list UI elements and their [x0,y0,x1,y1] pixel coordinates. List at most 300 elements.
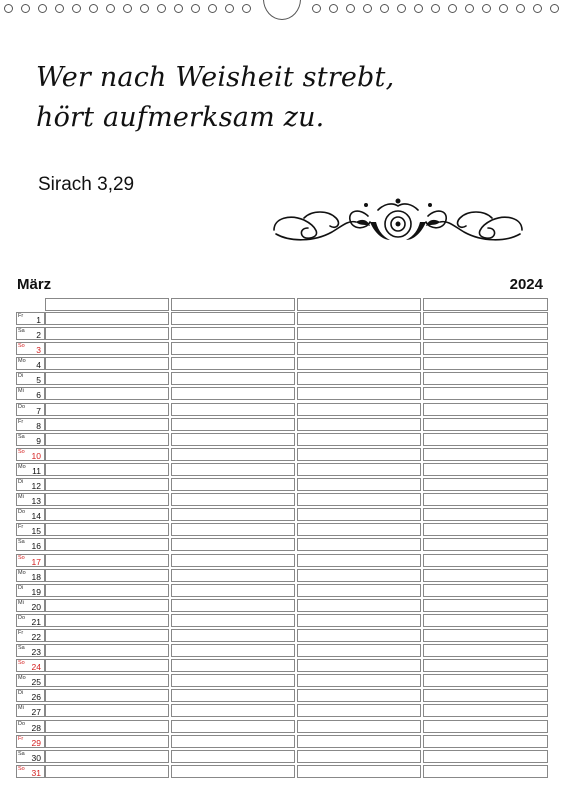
day-number: 27 [31,707,41,718]
entry-cell[interactable] [171,357,295,370]
day-number: 13 [31,496,41,507]
entry-cell[interactable] [45,357,169,370]
entry-cell[interactable] [45,569,169,582]
entry-cell[interactable] [45,644,169,657]
entry-cell[interactable] [45,463,169,476]
day-label [16,357,45,370]
entry-cell[interactable] [45,312,169,325]
weekday-abbr: Di [18,690,24,697]
entry-cell[interactable] [45,538,169,551]
day-number: 31 [31,767,41,778]
entry-cell[interactable] [423,448,548,461]
column-header-cell[interactable] [45,298,169,311]
day-cells [45,628,548,643]
entry-cell[interactable] [297,629,421,642]
binding-ring [397,4,406,13]
day-number: 14 [31,511,41,522]
weekday-abbr: Mi [18,388,24,395]
entry-cell[interactable] [423,327,548,340]
bible-quote [36,58,506,138]
entry-cell[interactable] [423,599,548,612]
entry-cell[interactable] [423,523,548,536]
day-cells [45,719,548,734]
spiral-binding [0,0,565,22]
day-label [16,584,45,597]
entry-cell[interactable] [297,357,421,370]
entry-cell[interactable] [171,418,295,431]
entry-cell[interactable] [171,704,295,717]
entry-cell[interactable] [45,720,169,733]
binding-ring [106,4,115,13]
day-number: 3 [36,345,41,356]
day-number: 1 [36,315,41,325]
day-cells [45,356,548,371]
day-cells [45,764,548,779]
weekday-abbr: Mi [18,599,24,606]
entry-cell[interactable] [45,614,169,627]
entry-cell[interactable] [171,614,295,627]
day-cells [45,537,548,552]
quote-line-1: Wer nach Weisheit strebt, [36,62,395,93]
day-label [16,674,45,687]
weekday-abbr: Di [18,584,24,591]
weekday-abbr: Fr [18,418,24,425]
day-number: 26 [31,692,41,703]
entry-cell[interactable] [297,554,421,567]
day-cells [45,583,548,598]
header-row [45,298,548,311]
day-cells [45,341,548,356]
day-row [16,764,548,779]
day-cells [45,598,548,613]
day-cells [45,507,548,522]
day-cells [45,386,548,401]
quote-line-2: hört aufmerksam zu. [36,102,325,133]
weekday-abbr: Mo [18,675,26,682]
entry-cell[interactable] [45,493,169,506]
weekday-abbr: Sa [18,433,25,440]
day-label [16,704,45,717]
flourish-ornament-icon [270,196,526,248]
day-row [16,643,548,658]
binding-ring [157,4,166,13]
weekday-abbr: Fr [18,629,24,636]
entry-cell[interactable] [423,342,548,355]
day-cells [45,613,548,628]
weekday-abbr: So [18,660,25,667]
binding-ring [465,4,474,13]
day-cells [45,311,548,326]
day-cells [45,553,548,568]
binding-ring [346,4,355,13]
entry-cell[interactable] [171,538,295,551]
binding-ring [242,4,251,13]
entry-cell[interactable] [45,372,169,385]
entry-cell[interactable] [297,387,421,400]
day-row [16,658,548,673]
day-number: 7 [36,405,41,416]
weekday-abbr: Fr [18,524,24,531]
entry-cell[interactable] [297,599,421,612]
day-label [16,644,45,657]
entry-cell[interactable] [45,735,169,748]
binding-ring [414,4,423,13]
day-number: 23 [31,647,41,658]
day-cells [45,688,548,703]
day-row [16,341,548,356]
day-label [16,312,45,325]
weekday-abbr: So [18,448,25,455]
weekday-abbr: Do [18,614,26,621]
entry-cell[interactable] [171,493,295,506]
day-row [16,734,548,749]
entry-cell[interactable] [423,312,548,325]
weekday-abbr: Di [18,479,24,486]
weekday-abbr: Mo [18,358,26,365]
binding-ring [123,4,132,13]
entry-cell[interactable] [423,433,548,446]
day-row [16,462,548,477]
entry-cell[interactable] [297,342,421,355]
day-number: 20 [31,601,41,612]
entry-cell[interactable] [171,659,295,672]
weekday-abbr: Sa [18,750,25,757]
entry-cell[interactable] [423,403,548,416]
entry-cell[interactable] [45,659,169,672]
day-number: 9 [36,435,41,446]
day-number: 10 [31,450,41,461]
entry-cell[interactable] [423,508,548,521]
entry-cell[interactable] [297,508,421,521]
day-label [16,765,45,778]
binding-ring [329,4,338,13]
entry-cell[interactable] [45,599,169,612]
weekday-abbr: So [18,343,25,350]
entry-cell[interactable] [423,554,548,567]
entry-cell[interactable] [297,689,421,702]
binding-ring [4,4,13,13]
weekday-abbr: Sa [18,539,25,546]
entry-cell[interactable] [45,765,169,778]
entry-cell[interactable] [171,463,295,476]
entry-cell[interactable] [297,463,421,476]
day-row [16,311,548,326]
entry-cell[interactable] [423,584,548,597]
entry-cell[interactable] [171,312,295,325]
day-label [16,538,45,551]
binding-ring [208,4,217,13]
weekday-abbr: Do [18,403,26,410]
binding-ring [38,4,47,13]
entry-cell[interactable] [297,403,421,416]
day-number: 6 [36,390,41,401]
entry-cell[interactable] [297,644,421,657]
day-row [16,371,548,386]
column-header-cell[interactable] [297,298,421,311]
day-row [16,719,548,734]
binding-ring [72,4,81,13]
entry-cell[interactable] [171,720,295,733]
day-row [16,628,548,643]
entry-cell[interactable] [45,403,169,416]
day-row [16,749,548,764]
binding-ring [89,4,98,13]
entry-cell[interactable] [423,750,548,763]
entry-cell[interactable] [171,478,295,491]
weekday-abbr: Mi [18,494,24,501]
entry-cell[interactable] [45,387,169,400]
entry-cell[interactable] [297,674,421,687]
entry-cell[interactable] [171,523,295,536]
day-row [16,356,548,371]
entry-cell[interactable] [297,765,421,778]
day-label [16,720,45,733]
entry-cell[interactable] [297,659,421,672]
entry-cell[interactable] [423,704,548,717]
entry-cell[interactable] [171,342,295,355]
year-title: 2024 [509,276,543,293]
entry-cell[interactable] [45,523,169,536]
day-row [16,507,548,522]
day-row [16,432,548,447]
day-number: 5 [36,375,41,386]
day-number: 21 [31,616,41,627]
entry-cell[interactable] [297,538,421,551]
entry-cell[interactable] [45,508,169,521]
entry-cell[interactable] [423,659,548,672]
day-cells [45,492,548,507]
entry-cell[interactable] [423,735,548,748]
entry-cell[interactable] [45,689,169,702]
day-label [16,342,45,355]
weekday-abbr: So [18,765,25,772]
binding-ring [448,4,457,13]
entry-cell[interactable] [297,720,421,733]
entry-cell[interactable] [171,448,295,461]
day-label [16,418,45,431]
entry-cell[interactable] [171,750,295,763]
entry-cell[interactable] [297,448,421,461]
weekday-abbr: Sa [18,328,25,335]
entry-cell[interactable] [297,493,421,506]
day-row [16,326,548,341]
day-label [16,554,45,567]
entry-cell[interactable] [423,629,548,642]
entry-cell[interactable] [423,720,548,733]
day-label [16,689,45,702]
entry-cell[interactable] [45,418,169,431]
day-cells [45,703,548,718]
day-row [16,583,548,598]
calendar-grid [16,298,548,779]
binding-ring [55,4,64,13]
day-row [16,673,548,688]
entry-cell[interactable] [297,372,421,385]
day-row [16,447,548,462]
day-number: 12 [31,481,41,492]
entry-cell[interactable] [297,418,421,431]
entry-cell[interactable] [45,750,169,763]
entry-cell[interactable] [171,735,295,748]
day-number: 30 [31,752,41,763]
entry-cell[interactable] [297,704,421,717]
entry-cell[interactable] [171,569,295,582]
entry-cell[interactable] [297,312,421,325]
binding-ring [482,4,491,13]
day-cells [45,673,548,688]
entry-cell[interactable] [297,569,421,582]
day-number: 29 [31,737,41,748]
entry-cell[interactable] [423,357,548,370]
day-cells [45,432,548,447]
day-row [16,386,548,401]
entry-cell[interactable] [171,584,295,597]
day-number: 4 [36,360,41,371]
day-row [16,402,548,417]
day-number: 19 [31,586,41,597]
entry-cell[interactable] [423,387,548,400]
entry-cell[interactable] [45,478,169,491]
entry-cell[interactable] [171,629,295,642]
entry-cell[interactable] [423,478,548,491]
column-header-cell[interactable] [171,298,295,311]
binding-ring [174,4,183,13]
day-label [16,735,45,748]
day-label [16,478,45,491]
day-label [16,599,45,612]
day-number: 28 [31,722,41,733]
month-title: März [17,276,52,293]
day-label [16,327,45,340]
day-number: 25 [31,677,41,688]
binding-ring [21,4,30,13]
day-label [16,448,45,461]
day-row [16,613,548,628]
day-row [16,598,548,613]
day-cells [45,658,548,673]
entry-cell[interactable] [171,433,295,446]
entry-cell[interactable] [423,689,548,702]
entry-cell[interactable] [423,372,548,385]
day-label [16,433,45,446]
day-label [16,387,45,400]
entry-cell[interactable] [45,629,169,642]
entry-cell[interactable] [297,735,421,748]
weekday-abbr: So [18,554,25,561]
entry-cell[interactable] [171,689,295,702]
entry-cell[interactable] [45,674,169,687]
entry-cell[interactable] [297,523,421,536]
day-number: 8 [36,420,41,431]
day-cells [45,643,548,658]
binding-ring [191,4,200,13]
entry-cell[interactable] [297,478,421,491]
day-cells [45,371,548,386]
day-row [16,568,548,583]
entry-cell[interactable] [171,644,295,657]
day-number: 15 [31,526,41,537]
day-cells [45,447,548,462]
entry-cell[interactable] [171,599,295,612]
entry-cell[interactable] [171,327,295,340]
column-header-cell[interactable] [423,298,548,311]
entry-cell[interactable] [171,387,295,400]
entry-cell[interactable] [171,674,295,687]
entry-cell[interactable] [423,463,548,476]
day-label [16,372,45,385]
entry-cell[interactable] [423,674,548,687]
entry-cell[interactable] [45,704,169,717]
day-number: 17 [31,556,41,567]
day-cells [45,402,548,417]
day-label [16,403,45,416]
entry-cell[interactable] [171,765,295,778]
entry-cell[interactable] [423,418,548,431]
entry-cell[interactable] [423,493,548,506]
day-row [16,537,548,552]
entry-cell[interactable] [297,433,421,446]
entry-cell[interactable] [45,554,169,567]
binding-ring [225,4,234,13]
entry-cell[interactable] [297,750,421,763]
day-number: 16 [31,541,41,552]
entry-cell[interactable] [45,327,169,340]
weekday-abbr: Sa [18,645,25,652]
day-row [16,522,548,537]
entry-cell[interactable] [423,538,548,551]
entry-cell[interactable] [297,614,421,627]
day-cells [45,477,548,492]
day-label [16,463,45,476]
binding-ring [363,4,372,13]
day-row [16,477,548,492]
quote-source: Sirach 3,29 [38,174,135,195]
day-number: 2 [36,330,41,341]
entry-cell[interactable] [423,569,548,582]
entry-cell[interactable] [45,584,169,597]
entry-cell[interactable] [423,644,548,657]
binding-ring [499,4,508,13]
day-cells [45,522,548,537]
day-cells [45,462,548,477]
day-label [16,493,45,506]
binding-ring [516,4,525,13]
entry-cell[interactable] [171,403,295,416]
entry-cell[interactable] [423,614,548,627]
day-row [16,703,548,718]
entry-cell[interactable] [45,342,169,355]
entry-cell[interactable] [297,584,421,597]
binding-ring [533,4,542,13]
day-label [16,750,45,763]
entry-cell[interactable] [45,448,169,461]
day-label [16,614,45,627]
weekday-abbr: Mo [18,463,26,470]
binding-ring [312,4,321,13]
entry-cell[interactable] [297,327,421,340]
entry-cell[interactable] [171,508,295,521]
entry-cell[interactable] [171,554,295,567]
binding-ring [550,4,559,13]
day-label [16,659,45,672]
day-number: 24 [31,662,41,673]
weekday-abbr: Mi [18,705,24,712]
entry-cell[interactable] [45,433,169,446]
day-label [16,508,45,521]
binding-ring [431,4,440,13]
entry-cell[interactable] [423,765,548,778]
entry-cell[interactable] [171,372,295,385]
